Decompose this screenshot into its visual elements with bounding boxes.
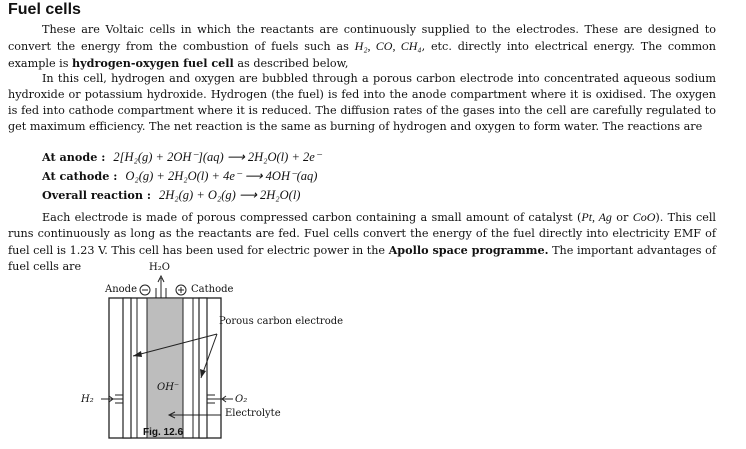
apollo-term: Apollo space programme. — [388, 243, 549, 257]
fuel-cell-diagram — [75, 258, 365, 444]
intro-text-c: as described below, — [233, 57, 349, 70]
porous-electrode-label: Porous carbon electrode — [219, 316, 344, 327]
cathode-equation: O₂(g) + 2H₂O(l) + 4e⁻ ⟶ 4OH⁻(aq) — [125, 169, 318, 183]
electrode-text-a: Each electrode is made of porous compressed carbon containing a small amount of catalyst ( — [42, 211, 582, 224]
overall-reaction — [42, 187, 300, 204]
oxygen-label: O₂ — [235, 394, 248, 405]
description-paragraph: In this cell, hydrogen and oxygen are bubbled through a porous carbon electrode into concentrated aqueous sodium hydroxide or potassium hydroxide. Hydrogen (the fuel) is fed into the anode compartment where it is oxidised. The oxygen is fed into cathode compartment where it is reduced. The diffusion rates of the gases into the cell are carefully regulated to get maximum efficiency. The net reaction is the same as burning of hydrogen and oxygen to form water. The reactions are — [8, 72, 716, 133]
cathode-reaction — [42, 168, 317, 185]
catalyst-or: or — [611, 211, 633, 224]
electrode-text-b: ). This cell runs continuously as long as the reactants are fed. Fuel cells convert the energy of the fuel directly into electricity EMF of fuel cell is 1.23 V. This cell has been used for electric power in the — [8, 211, 716, 257]
anode-electrode — [123, 298, 131, 438]
anode-reaction — [42, 149, 321, 166]
electrolyte-region — [147, 298, 183, 438]
anode-label-diagram: Anode — [105, 284, 138, 295]
fuel-formulas: H₂, CO, CH₄ — [354, 39, 422, 53]
cathode-electrode — [199, 298, 207, 438]
cathode-label-diagram: Cathode — [191, 284, 234, 295]
fuel-cell-term: hydrogen-oxygen fuel cell — [72, 56, 234, 70]
figure-caption: Fig. 12.6 — [143, 427, 184, 438]
overall-label: Overall reaction : — [42, 188, 152, 202]
electrolyte-label: Electrolyte — [225, 408, 281, 419]
hydroxide-label: OH⁻ — [157, 382, 180, 393]
water-label: H₂O — [149, 262, 170, 273]
cathode-label: At cathode : — [42, 169, 118, 183]
catalyst-pt-ag: Pt, Ag — [581, 210, 612, 224]
anode-label: At anode : — [42, 150, 106, 164]
intro-text-a: These are Voltaic cells in which the reactants are continuously supplied to the electrodes. These are designed to convert the energy from the combustion of fuels such as — [8, 23, 716, 53]
intro-text-b: , etc. directly into electrical energy. The common example is — [8, 40, 716, 70]
hydrogen-label: H₂ — [81, 394, 94, 405]
intro-paragraph — [8, 22, 716, 72]
section-heading: Fuel cells — [8, 1, 81, 18]
electrode-text-c: The important advantages of fuel cells are — [8, 244, 716, 273]
catalyst-coo: CoO — [632, 210, 656, 224]
anode-equation: 2[H₂(g) + 2OH⁻](aq) ⟶ 2H₂O(l) + 2e⁻ — [113, 150, 322, 164]
overall-equation: 2H₂(g) + O₂(g) ⟶ 2H₂O(l) — [159, 188, 301, 202]
